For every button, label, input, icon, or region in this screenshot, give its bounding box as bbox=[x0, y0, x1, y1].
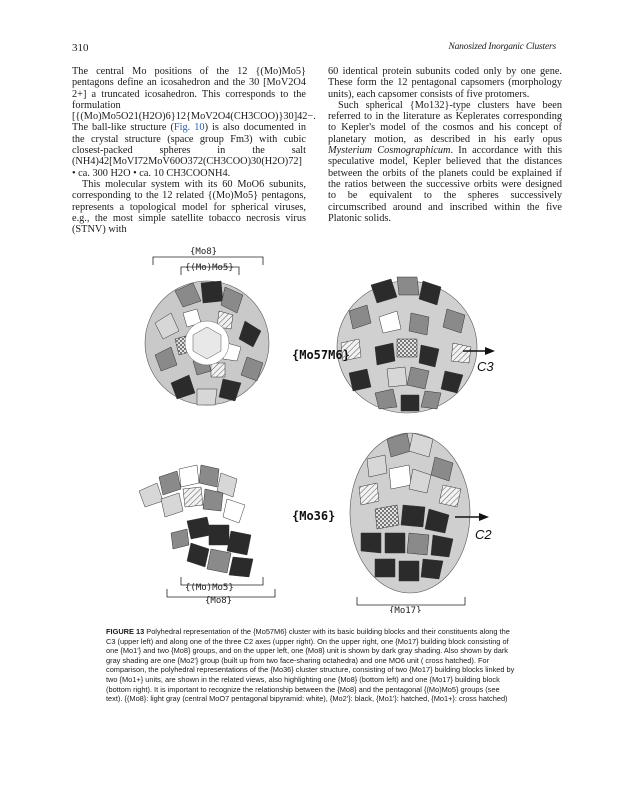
label-momo5-top: {(Mo)Mo5} bbox=[185, 263, 234, 273]
left-paragraph-1: The central Mo positions of the 12 {(Mo)Mo5} pentagons define an icosahedron and the 30 [MoV2O4 2+] a truncated icosahedron. This corresponds to the formulation [{(Mo)Mo5O21(H2O)6}12{MoV2O4(CH3COO)}30]42−. The ball-like structure (Fig. 10) is also documented in the crystal structure (space group Fm3) with cubic closest-packed spheres in the salt (NH4)42[MoVI72MoV60O372(CH3COO)30(H2O)72] • ca. 300 H2O • ca. 10 CH3COONH4. bbox=[72, 66, 316, 179]
right-column bbox=[328, 66, 562, 224]
caption-text: Polyhedral representation of the {Mo57M6} cluster with its basic building blocks and their constituents along the C3 (upper left) and along one of the three C2 axes (upper right). On the upper right, one {Mo17} building block consisting of one {Mo1'} and two {Mo8} groups, and on the upper left, one {Mo8} unit is shown by dark gray shading. Also shown by dark gray shading are one {Mo2'} group (built up from two face-sharing octahedra) and one MO6 unit ( cross hatched). For comparison, the polyhedral representations of the {Mo36} cluster structure, consisting of two {Mo17} building blocks linked by two {Mo1+} units, are shown in the related views, also highlighting one {Mo8} (bottom left) and one {Mo17} building block (bottom right). It is important to recognize the relationship between the {Mo8} and the pentagonal {(Mo)Mo5} groups (see text). {(Mo8}: light gray (central MoO7 pentagonal bipyramid: white), {Mo2'}: black, {Mo1'}: hatched, {Mo1+}: cross hatched) bbox=[106, 627, 515, 704]
running-head: Nanosized Inorganic Clusters bbox=[448, 42, 556, 52]
label-mo57m6: {Mo57M6} bbox=[292, 348, 350, 362]
upper-left-brackets bbox=[153, 247, 263, 275]
fig-10-link[interactable]: Fig. 10 bbox=[173, 122, 205, 134]
page-header bbox=[72, 42, 556, 56]
left-column bbox=[72, 66, 316, 236]
right-paragraph-2: Such spherical {Mo132}-type clusters have been referred to in the literature as Keplerates corresponding to Kepler's model of the cosmos and his concept of planetary motion, as described in his early opus Mysterium Cosmographicum. In accordance with this speculative model, Kepler believed that the distances between the orbits of the planets could be explained if the ratios between the successive orbits were designed to be equivalent to the spheres successively circumscribed around and inscribed within the five Platonic solids. bbox=[328, 99, 562, 224]
opus-title: Mysterium Cosmographicum bbox=[328, 145, 451, 157]
cluster-lower-left bbox=[139, 465, 253, 577]
label-momo5-bottom: {(Mo)Mo5} bbox=[185, 583, 234, 593]
polyhedral-figure bbox=[135, 243, 510, 613]
cluster-lower-right bbox=[350, 433, 470, 593]
label-c2: C2 bbox=[475, 527, 492, 542]
page-number: 310 bbox=[72, 42, 89, 54]
figure-13 bbox=[135, 243, 510, 613]
left-paragraph-2: This molecular system with its 60 MoO6 subunits, corresponding to the 12 related {(Mo)Mo5} pentagons, represents a topological model for spherical viruses, e.g., the most simple satellite tobacco necrosis virus (STNV) with bbox=[72, 178, 306, 236]
caption-label: FIGURE 13 bbox=[106, 627, 145, 636]
label-mo36: {Mo36} bbox=[292, 509, 336, 523]
label-mo8-top: {Mo8} bbox=[190, 247, 218, 257]
cluster-upper-left bbox=[145, 281, 269, 405]
label-mo8-bottom: {Mo8} bbox=[205, 596, 233, 606]
figure-caption bbox=[106, 627, 518, 704]
label-mo17: {Mo17} bbox=[389, 606, 422, 613]
cluster-upper-right bbox=[337, 277, 477, 413]
label-c3: C3 bbox=[477, 359, 494, 374]
right-paragraph-1: 60 identical protein subunits coded only by one gene. These form the 12 pentagonal capsomers (morphology units), each capsomer consists of five protomers. bbox=[328, 66, 562, 100]
